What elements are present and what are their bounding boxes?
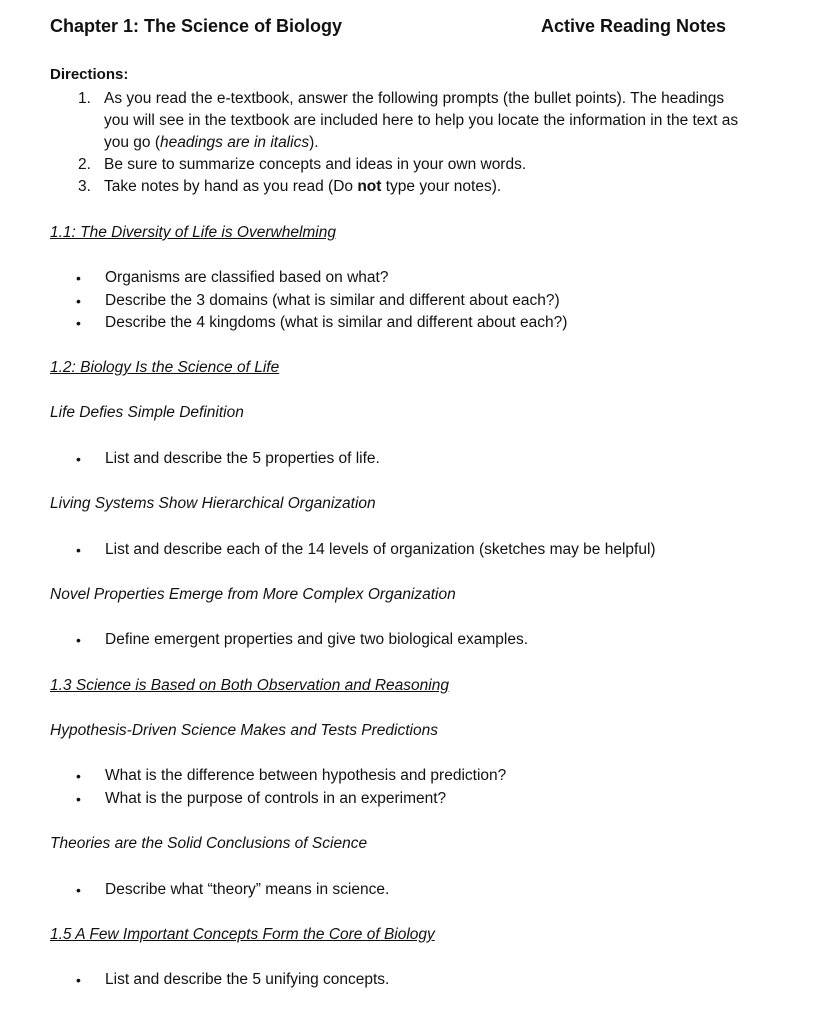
bullet-icon: • [76,972,81,988]
chapter-title: Chapter 1: The Science of Biology [50,16,343,36]
bullet-icon: • [76,768,81,784]
direction-text: type your notes). [381,178,502,195]
direction-item [50,176,750,198]
section-heading-1-1: 1.1: The Diversity of Life is Overwhelming [50,224,336,241]
bullet-icon: • [76,315,81,331]
bullet-list [76,448,380,471]
list-item [76,448,380,471]
list-item [76,765,506,788]
bullet-list [76,765,506,810]
bullet-list-1-1 [76,267,567,335]
bullet-text: Describe the 3 domains (what is similar and different about each?) [105,291,560,309]
list-item [76,290,567,313]
bullet-list [76,629,528,652]
subheading: Life Defies Simple Definition [50,404,244,421]
bullet-text: What is the difference between hypothesis and prediction? [105,767,507,784]
list-item [76,539,656,562]
direction-item [50,88,750,154]
direction-number: 1. [78,90,91,107]
direction-item [50,154,750,176]
bullet-icon: • [76,451,81,467]
bullet-list-1-5 [76,969,389,992]
subheading: Novel Properties Emerge from More Complex Organization [50,586,456,603]
subheading: Theories are the Solid Conclusions of Science [50,835,368,852]
bullet-icon: • [76,632,81,648]
page-header [50,16,726,40]
directions-title: Directions: [50,66,129,83]
bullet-text: List and describe the 5 unifying concepts. [105,971,390,988]
bullet-icon: • [76,882,81,898]
section-heading-1-2: 1.2: Biology Is the Science of Life [50,359,280,376]
notes-label: Active Reading Notes [540,16,726,36]
list-item [76,879,389,902]
section-heading-1-5: 1.5 A Few Important Concepts Form the Core of Biology [50,926,435,943]
bullet-icon: • [76,292,81,309]
list-item [76,312,567,335]
bullet-text: Describe what “theory” means in science. [105,881,390,898]
bullet-icon: • [76,542,81,558]
list-item [76,969,389,992]
directions-block [50,65,750,198]
directions-list [50,88,750,198]
bullet-list [76,539,656,562]
bullet-icon: • [76,790,81,807]
direction-number: 2. [78,156,91,173]
bullet-text: List and describe each of the 14 levels of organization (sketches may be helpful) [105,541,656,558]
direction-text: ). [309,134,319,151]
bullet-text: Describe the 4 kingdoms (what is similar and different about each?) [105,314,568,331]
direction-text: Take notes by hand as you read (Do [104,178,358,195]
direction-italic-text: headings are in italics [160,134,310,151]
direction-text: Be sure to summarize concepts and ideas in your own words. [104,156,527,173]
bullet-icon: • [76,270,81,286]
subheading: Living Systems Show Hierarchical Organization [50,495,376,512]
bullet-text: List and describe the 5 properties of life. [105,450,380,467]
list-item [76,267,567,290]
bullet-text: Define emergent properties and give two biological examples. [105,631,529,648]
list-item [76,788,506,811]
bullet-text: What is the purpose of controls in an experiment? [105,789,447,807]
bullet-list [76,879,389,902]
direction-bold-text: not [357,178,382,195]
direction-text: As you read the e-textbook, answer the following prompts (the bullet points). The headings you will see in the textbook are included here to help you locate the information in the text as you go ( [104,90,739,151]
direction-number: 3. [78,178,91,195]
section-heading-1-3: 1.3 Science is Based on Both Observation and Reasoning [50,677,449,694]
list-item [76,629,528,652]
subheading: Hypothesis-Driven Science Makes and Tests Predictions [50,722,438,739]
bullet-text: Organisms are classified based on what? [105,269,389,286]
